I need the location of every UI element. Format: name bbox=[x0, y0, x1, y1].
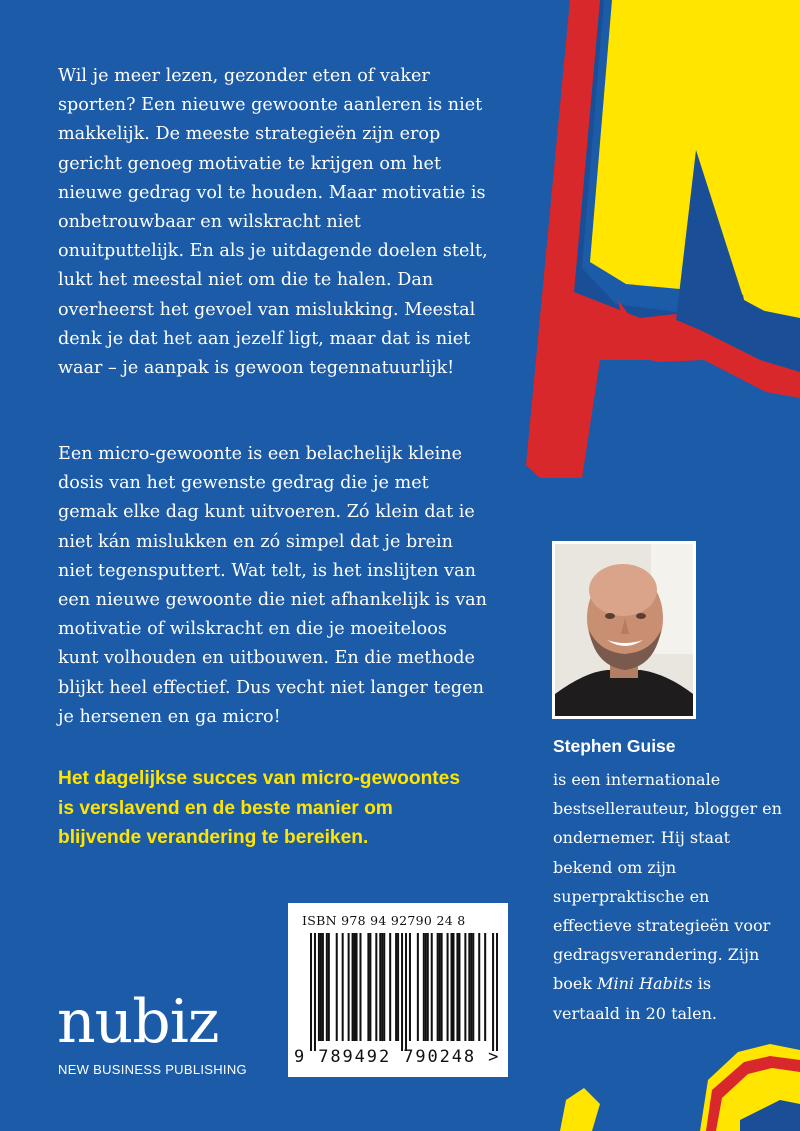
publisher-logo: nubiz bbox=[57, 987, 219, 1057]
micro-habit-paragraph: Een micro-gewoonte is een belachelijk kleine dosis van het gewenste gedrag die je met gemak elke dag kunt uitvoeren. Zó klein dat ie niet kán mislukken en zó simpel dat je brein niet tegensputtert. Wat telt, is het inslijten van een nieuwe gewoonte die niet afhankelijk is van motivatie of wilskracht en die je moeiteloos kunt volhouden en uitbouwen. En die methode blijkt heel effectief. Dus vecht niet langer tegen je hersenen en ga micro! bbox=[58, 444, 487, 727]
barcode-panel bbox=[288, 903, 508, 1077]
barcode-bar bbox=[425, 933, 427, 1041]
barcode-bar bbox=[322, 933, 324, 1041]
barcode-bar bbox=[342, 933, 344, 1041]
barcode-bar bbox=[395, 933, 397, 1041]
publisher-tagline: NEW BUSINESS PUBLISHING bbox=[58, 1062, 247, 1077]
intro-paragraph: Wil je meer lezen, gezonder eten of vaker sporten? Een nieuwe gewoonte aanleren is niet makkelijk. De meeste strategieën zijn erop gericht genoeg motivatie te krijgen om het nieuwe gedrag vol te houden. Maar motivatie is onbetrouwbaar en wilskracht niet onuitputtelijk. En als je uitdagende doelen stelt, lukt het meestal niet om die te halen. Dan overheerst het gevoel van mislukking. Meestal denk je dat het aan jezelf ligt, maar dat is niet waar – je aanpak is gewoon tegennatuurlijk! bbox=[58, 66, 488, 379]
barcode-bar bbox=[369, 933, 371, 1041]
barcode-bar bbox=[496, 933, 498, 1051]
author-photo bbox=[552, 541, 696, 719]
author-bio: is een internationale bestsellerauteur, blogger en ondernemer. Hij staat bekend om zijn superpraktische en effectieve strategieën voor gedragsverandering. Zijn boek Mini Habits is vertaald in 20 talen. bbox=[553, 770, 782, 1023]
barcode-bar bbox=[389, 933, 391, 1041]
barcode-bars bbox=[310, 933, 498, 1051]
barcode-bar bbox=[328, 933, 330, 1041]
barcode-bar bbox=[447, 933, 449, 1041]
barcode-bar bbox=[441, 933, 443, 1041]
author-portrait-image bbox=[555, 544, 693, 716]
barcode-bar bbox=[348, 933, 350, 1041]
barcode-bar bbox=[478, 933, 480, 1041]
barcode-bar bbox=[437, 933, 439, 1041]
barcode-bar bbox=[356, 933, 358, 1041]
barcode-bar bbox=[310, 933, 312, 1051]
barcode-bar bbox=[318, 933, 320, 1041]
barcode-bar bbox=[468, 933, 470, 1041]
barcode-bar bbox=[484, 933, 486, 1041]
barcode-bar bbox=[405, 933, 407, 1051]
barcode-bar bbox=[472, 933, 474, 1041]
barcode-bar bbox=[379, 933, 381, 1041]
highlight-quote: Het dagelijkse succes van micro-gewoontes is verslavend en de beste manier om blijvende verandering te bereiken. bbox=[58, 768, 461, 848]
barcode-bar bbox=[431, 933, 433, 1041]
barcode-bar bbox=[470, 933, 472, 1041]
barcode-bar bbox=[427, 933, 429, 1041]
barcode-bar bbox=[381, 933, 383, 1041]
barcode-bar bbox=[359, 933, 361, 1041]
barcode-bar bbox=[367, 933, 369, 1041]
barcode-bar bbox=[326, 933, 328, 1041]
barcode-bar bbox=[314, 933, 316, 1051]
barcode-bar bbox=[439, 933, 441, 1041]
barcode-bar bbox=[452, 933, 454, 1041]
barcode-bar bbox=[456, 933, 458, 1041]
barcode-digits: 9 789492 790248 > bbox=[294, 1047, 501, 1067]
barcode-bar bbox=[409, 933, 411, 1041]
barcode-bar bbox=[375, 933, 377, 1041]
barcode-bar bbox=[354, 933, 356, 1041]
barcode-bar bbox=[383, 933, 385, 1041]
barcode-bar bbox=[458, 933, 460, 1041]
barcode-bar bbox=[464, 933, 466, 1041]
barcode-bar bbox=[451, 933, 453, 1041]
barcode-bar bbox=[492, 933, 494, 1051]
author-name: Stephen Guise bbox=[553, 736, 676, 756]
barcode-bar bbox=[397, 933, 399, 1041]
isbn-label: ISBN 978 94 92790 24 8 bbox=[302, 913, 466, 928]
barcode-bar bbox=[417, 933, 419, 1041]
barcode-bar bbox=[336, 933, 338, 1041]
barcode-bar bbox=[401, 933, 403, 1051]
barcode-bar bbox=[320, 933, 322, 1041]
barcode-bar bbox=[423, 933, 425, 1041]
book-title: Mini Habits bbox=[597, 974, 693, 994]
barcode-bar bbox=[352, 933, 354, 1041]
